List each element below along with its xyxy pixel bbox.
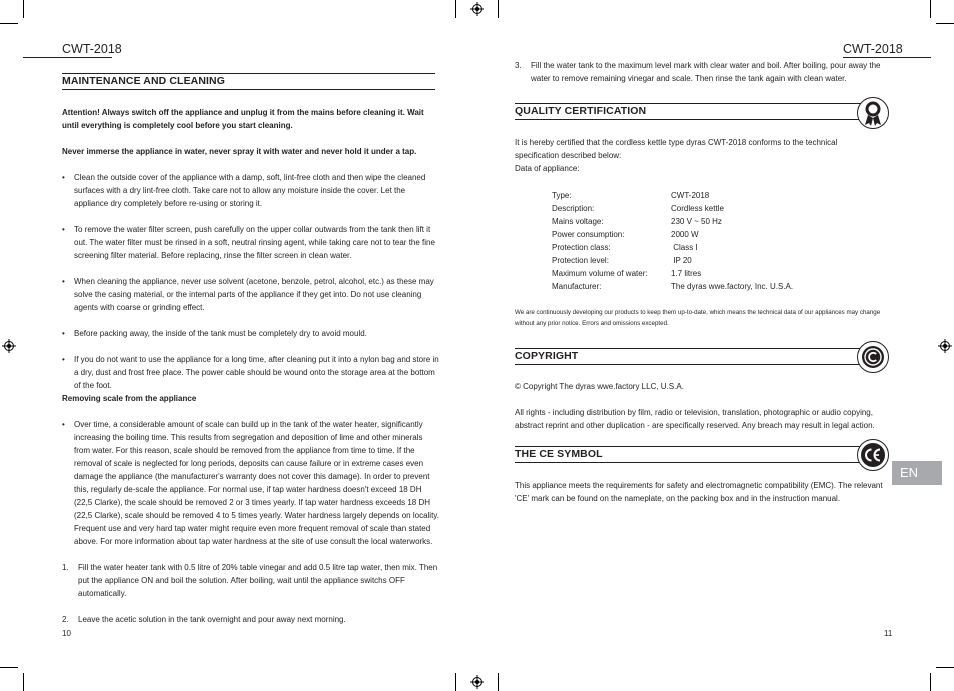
never-immerse-text: Never immerse the appliance in water, never spray it with water and never hold it under a tap.: [62, 147, 417, 156]
ce-text: This appliance meets the requirements for safety and electromagnetic compatibility (EMC). The relevant 'CE' mark can be found on the nameplate, on the packing box and in the instruction manual.: [515, 481, 883, 503]
spec-value: 230 V ~ 50 Hz: [671, 217, 722, 226]
cleaning-list: [62, 171, 440, 405]
step-number: 1.: [62, 563, 69, 572]
registration-mark-icon: [470, 2, 484, 16]
section-rule: [515, 119, 860, 120]
section-rule: [515, 103, 873, 104]
table-row: [552, 267, 793, 280]
section-rule: [515, 446, 873, 447]
section-title-quality: QUALITY CERTIFICATION: [515, 105, 647, 117]
spec-value: Class I: [671, 243, 698, 252]
model-label: CWT-2018: [62, 42, 122, 56]
spec-value: The dyras wwe.factory, Inc. U.S.A.: [671, 282, 794, 291]
attention-text: Attention! Always switch off the appliance and unplug it from the mains before cleaning it. Wait until everything is completely cool before you start cleaning.: [62, 108, 424, 130]
table-row: [552, 228, 793, 241]
model-label: CWT-2018: [843, 42, 903, 56]
section-rule: [515, 348, 873, 349]
crop-mark: [930, 0, 931, 18]
descale-step-3: [515, 59, 890, 98]
scale-heading: Removing scale from the appliance: [62, 394, 197, 403]
list-item: • If you do not want to use the appliance for a long time, after cleaning put it into a nylon bag and store in a dry, dust and frost free place. The power cable should be wound onto the storage area at the bottom of the foot.: [62, 353, 440, 392]
page-number-right: 11: [884, 629, 893, 638]
section-rule: [515, 364, 860, 365]
quality-intro: It is hereby certified that the cordless kettle type dyras CWT-2018 conforms to the technical specification described below:: [515, 138, 838, 160]
spec-key: Maximum volume of water:: [552, 269, 648, 278]
descale-steps: [62, 561, 440, 639]
crop-mark: [0, 23, 18, 24]
crop-mark: [936, 667, 954, 668]
spec-table: [552, 189, 793, 293]
table-row: [552, 202, 793, 215]
section-rule: [515, 462, 860, 463]
table-row: [552, 189, 793, 202]
crop-mark: [498, 673, 499, 691]
section-title-copyright: COPYRIGHT: [515, 350, 579, 362]
section-rule: [62, 89, 435, 90]
registration-mark-icon: [2, 339, 16, 353]
step-item: [62, 561, 440, 600]
page-number-left: 10: [62, 629, 71, 638]
award-ribbon-icon: [857, 97, 889, 129]
step-item: [515, 59, 890, 85]
step-number: 2.: [62, 615, 69, 624]
scale-list: [62, 418, 440, 561]
crop-mark: [455, 673, 456, 691]
table-row: [552, 254, 793, 267]
spec-key: Power consumption:: [552, 230, 625, 239]
crop-mark: [930, 673, 931, 691]
spec-key: Type:: [552, 191, 572, 200]
section-rule: [62, 73, 435, 74]
disclaimer-note: We are continuously developing our products to keep them up-to-date, which means the technical data of our appliances may change without any prior notice. Errors and omissions excepted.: [515, 309, 881, 327]
step-text: Leave the acetic solution in the tank overnight and pour away next morning.: [78, 615, 346, 624]
crop-mark: [23, 673, 24, 691]
spec-key: Protection level:: [552, 256, 609, 265]
crop-mark: [936, 23, 954, 24]
spec-key: Description:: [552, 204, 595, 213]
ce-mark-icon: [857, 439, 889, 471]
table-row: [552, 280, 793, 293]
language-tab: EN: [892, 461, 942, 485]
rights-text: All rights - including distribution by film, radio or television, translation, photographic or audio copying, abstract reprint and other duplication - are specifically reserved. Any breach may result in legal action.: [515, 408, 875, 430]
registration-mark-icon: [938, 339, 952, 353]
header-rule: [843, 57, 931, 58]
spec-value: 1.7 litres: [671, 269, 702, 278]
header-rule: [23, 57, 112, 58]
crop-mark: [455, 0, 456, 18]
step-text: Fill the water tank to the maximum level mark with clear water and boil. After boiling, pour away the water to remove remaining vinegar and scale. Then rinse the tank again with clean water.: [531, 61, 881, 83]
spec-value: IP 20: [671, 256, 692, 265]
step-number: 3.: [515, 61, 522, 70]
list-item: • Clean the outside cover of the appliance with a damp, soft, lint-free cloth and then wipe the cleaned surfaces with a dry lint-free cloth. Take care not to allow any moisture inside the cover. Let the appliance dry completely before re-using or storing it.: [62, 171, 440, 210]
table-row: [552, 215, 793, 228]
step-text: Fill the water heater tank with 0.5 litre of 20% table vinegar and add 0.5 litre tap water, then mix. Then put the appliance ON and boil the solution. After boiling, wait until the appliance switchs OFF automatically.: [78, 563, 438, 598]
section-title-maintenance: MAINTENANCE AND CLEANING: [62, 75, 226, 87]
step-item: [62, 613, 440, 626]
crop-mark: [23, 0, 24, 18]
section-title-ce: THE CE SYMBOL: [515, 448, 603, 460]
spec-key: Protection class:: [552, 243, 611, 252]
spec-value: CWT-2018: [671, 191, 710, 200]
spec-value: 2000 W: [671, 230, 699, 239]
data-of-appliance-label: Data of appliance:: [515, 164, 580, 173]
spec-value: Cordless kettle: [671, 204, 724, 213]
spec-key: Mains voltage:: [552, 217, 604, 226]
registration-mark-icon: [470, 675, 484, 689]
list-item: • To remove the water filter screen, push carefully on the upper collar outwards from the tank then lift it out. The water filter must be rinsed in a soft, neutral rinsing agent, while taking care not to tear the fine screening filter material. Before replacing, rinse the filter screen in clean water.: [62, 223, 440, 262]
table-row: [552, 241, 793, 254]
spec-key: Manufacturer:: [552, 282, 602, 291]
list-item: • When cleaning the appliance, never use solvent (acetone, benzole, petrol, alcohol, etc.) as these may solve the casing material, or the internal parts of the appliance if they get into. Do not use cleaning agents with coarse or grinding effect.: [62, 275, 440, 314]
crop-mark: [498, 0, 499, 18]
list-item: • Over time, a considerable amount of scale can build up in the tank of the water heater, significantly increasing the boiling time. This results from segregation and deposition of lime and other minerals from water. For this reason, scale should be removed from the appliance from time to time. If the removal of scale is neglected for long periods, deposits can cause failure or in extreme cases even damage the appliance (the manufacturer's warranty does not cover this damage). In order to prevent this, regularly de-scale the appliance. For normal use, if tap water hardness doesn't exceed 18 DH (22,5 Clarke), the scale should be removed 2 or 3 times yearly. If tap water hardness exceeds 18 DH (22,5 Clarke), scale should be removed 4 to 5 times yearly. Water hardness largely depends on locality. Frequent use and very hard tap water might require even more frequent removal of scale than stated above. For more information about tap water hardness at the site of use consult the local waterworks.: [62, 418, 440, 548]
copyright-icon: [857, 341, 889, 373]
list-item: • Before packing away, the inside of the tank must be completely dry to avoid mould.: [62, 327, 440, 340]
crop-mark: [0, 667, 18, 668]
copyright-line: © Copyright The dyras wwe.factory LLC, U.S.A.: [515, 382, 684, 391]
